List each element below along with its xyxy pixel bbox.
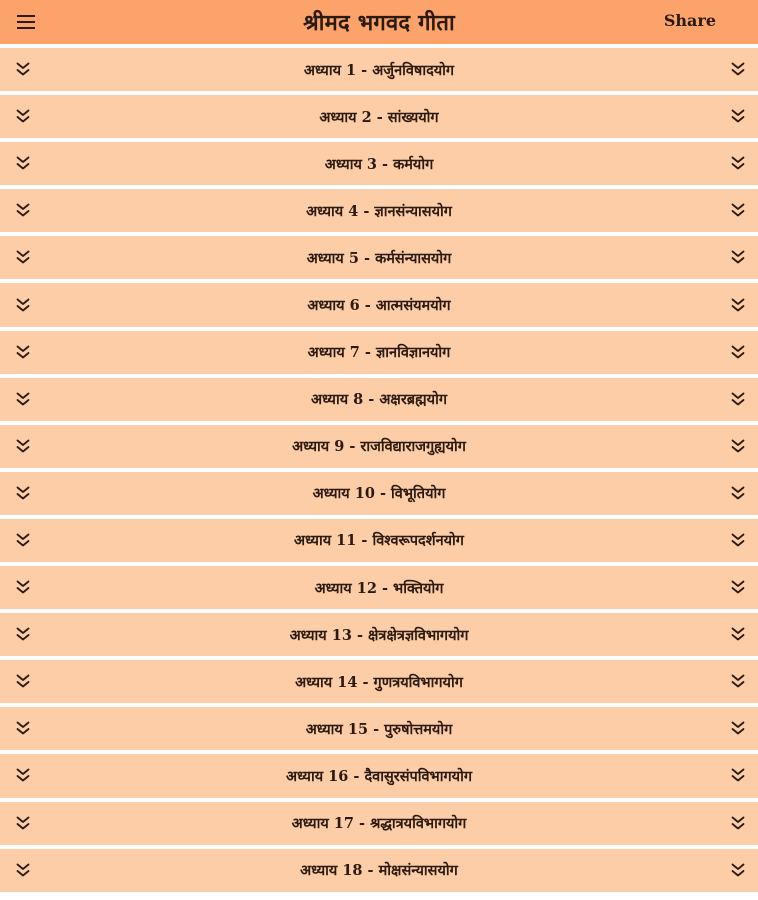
double-chevron-down-icon[interactable] [730,627,746,643]
chapter-label: अध्याय 3 - कर्मयोग [324,155,434,173]
chapter-label: अध्याय 16 - दैवासुरसंपविभागयोग [286,767,472,785]
chapter-row[interactable] [0,660,758,703]
double-chevron-down-icon [15,815,31,831]
chapter-row[interactable] [0,95,758,138]
double-chevron-down-icon [15,344,31,360]
chapter-row[interactable] [0,472,758,515]
chapter-label: अध्याय 2 - सांख्ययोग [319,108,439,126]
double-chevron-down-icon[interactable] [730,109,746,125]
double-chevron-down-icon [15,862,31,878]
double-chevron-down-icon[interactable] [730,62,746,78]
share-button[interactable]: Share [663,11,716,30]
chapter-row[interactable] [0,802,758,845]
chapter-label: अध्याय 9 - राजविद्याराजगुह्ययोग [292,438,466,456]
page-title: श्रीमद भगवद गीता [303,10,455,36]
double-chevron-down-icon [15,109,31,125]
chapter-label: अध्याय 14 - गुणत्रयविभागयोग [295,673,463,691]
chapter-row[interactable] [0,707,758,750]
chapter-label: अध्याय 5 - कर्मसंन्यासयोग [306,249,452,267]
chapter-label: अध्याय 6 - आत्मसंयमयोग [307,297,451,315]
double-chevron-down-icon[interactable] [730,532,746,548]
double-chevron-down-icon[interactable] [730,203,746,219]
chapter-label: अध्याय 7 - ज्ञानविज्ञानयोग [307,344,451,362]
chapter-row[interactable] [0,236,758,279]
double-chevron-down-icon[interactable] [730,580,746,596]
chapter-label: अध्याय 15 - पुरुषोत्तमयोग [305,720,453,738]
double-chevron-down-icon[interactable] [730,485,746,501]
double-chevron-down-icon [15,203,31,219]
double-chevron-down-icon[interactable] [730,391,746,407]
chapter-label: अध्याय 4 - ज्ञानसंन्यासयोग [306,202,452,220]
double-chevron-down-icon[interactable] [730,344,746,360]
double-chevron-down-icon[interactable] [730,674,746,690]
chapter-row[interactable] [0,613,758,656]
double-chevron-down-icon [15,674,31,690]
chapter-row[interactable] [0,331,758,374]
menu-button[interactable] [14,9,38,35]
double-chevron-down-icon[interactable] [730,438,746,454]
chapter-list [0,48,758,896]
double-chevron-down-icon[interactable] [730,721,746,737]
double-chevron-down-icon [15,250,31,266]
double-chevron-down-icon [15,297,31,313]
double-chevron-down-icon [15,485,31,501]
chapter-row[interactable] [0,189,758,232]
chapter-row[interactable] [0,378,758,421]
double-chevron-down-icon [15,580,31,596]
chapter-label: अध्याय 8 - अक्षरब्रह्मयोग [311,391,447,409]
chapter-label: अध्याय 18 - मोक्षसंन्यासयोग [300,862,458,880]
double-chevron-down-icon [15,438,31,454]
chapter-label: अध्याय 10 - विभूतियोग [312,485,446,503]
double-chevron-down-icon[interactable] [730,250,746,266]
chapter-label: अध्याय 12 - भक्तियोग [314,579,444,597]
double-chevron-down-icon[interactable] [730,862,746,878]
chapter-row[interactable] [0,566,758,609]
chapter-label: अध्याय 13 - क्षेत्रक्षेत्रज्ञविभागयोग [289,626,469,644]
double-chevron-down-icon [15,627,31,643]
chapter-label: अध्याय 11 - विश्वरूपदर्शनयोग [294,532,464,550]
chapter-row[interactable] [0,142,758,185]
double-chevron-down-icon[interactable] [730,156,746,172]
double-chevron-down-icon [15,532,31,548]
chapter-row[interactable] [0,425,758,468]
app-header [0,0,758,44]
chapter-row[interactable] [0,519,758,562]
double-chevron-down-icon[interactable] [730,815,746,831]
chapter-row[interactable] [0,849,758,892]
chapter-row[interactable] [0,48,758,91]
double-chevron-down-icon [15,156,31,172]
double-chevron-down-icon[interactable] [730,768,746,784]
double-chevron-down-icon [15,768,31,784]
chapter-label: अध्याय 17 - श्रद्धात्रयविभागयोग [291,815,467,833]
double-chevron-down-icon [15,391,31,407]
chapter-row[interactable] [0,754,758,797]
chapter-label: अध्याय 1 - अर्जुनविषादयोग [303,61,455,79]
double-chevron-down-icon [15,62,31,78]
double-chevron-down-icon [15,721,31,737]
hamburger-menu-icon [17,14,35,30]
double-chevron-down-icon[interactable] [730,297,746,313]
chapter-row[interactable] [0,283,758,326]
